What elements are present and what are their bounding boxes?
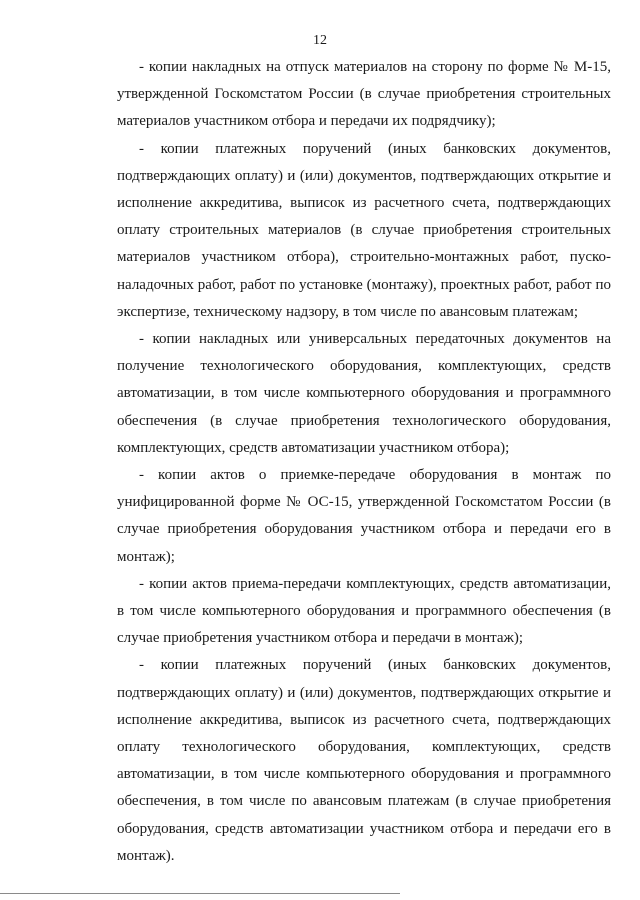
paragraph-5: - копии актов приема-передачи комплектующих, средств автоматизации, в том числе компьютерного оборудования и программного обеспечения (в случае приобретения участником отбора и передачи в монтаж); — [117, 575, 611, 647]
paragraph-4: - копии актов о приемке-передаче оборудования в монтаж по унифицированной форме № ОС-15, утвержденной Госкомстатом России (в случае приобретения оборудования участником отбора и передачи его в монтаж); — [117, 467, 611, 565]
page-number: 12 — [313, 33, 327, 48]
footer-divider — [0, 893, 400, 894]
paragraph-2: - копии платежных поручений (иных банковских документов, подтверждающих оплату) и (или) документов, подтверждающих открытие и исполнение аккредитива, выписок из расчетного счета, подтверждающих оплату строительных материалов (в случае приобретения строительных материалов участником отбора), строительно-монтажных работ, пуско-наладочных работ, работ по установке (монтажу), проектных работ, работ по экспертизе, техническому надзору, в том числе по авансовым платежам; — [117, 140, 611, 320]
paragraph-6: - копии платежных поручений (иных банковских документов, подтверждающих оплату) и (или) документов, подтверждающих открытие и исполнение аккредитива, выписок из расчетного счета, подтверждающих оплату технологического оборудования, комплектующих, средств автоматизации, в том числе компьютерного оборудования и программного обеспечения, в том числе по авансовым платежам (в случае приобретения оборудования, средств автоматизации участником отбора и передачи его в монтаж). — [117, 657, 611, 864]
document-body — [117, 54, 611, 870]
paragraph-3: - копии накладных или универсальных передаточных документов на получение технологического оборудования, комплектующих, средств автоматизации, в том числе компьютерного оборудования и программного обеспечения (в случае приобретения технологического оборудования, комплектующих, средств автоматизации участником отбора); — [117, 331, 611, 456]
paragraph-1: - копии накладных на отпуск материалов на сторону по форме № М-15, утвержденной Госкомстатом России (в случае приобретения строительных материалов участником отбора и передачи их подрядчику); — [117, 59, 611, 130]
